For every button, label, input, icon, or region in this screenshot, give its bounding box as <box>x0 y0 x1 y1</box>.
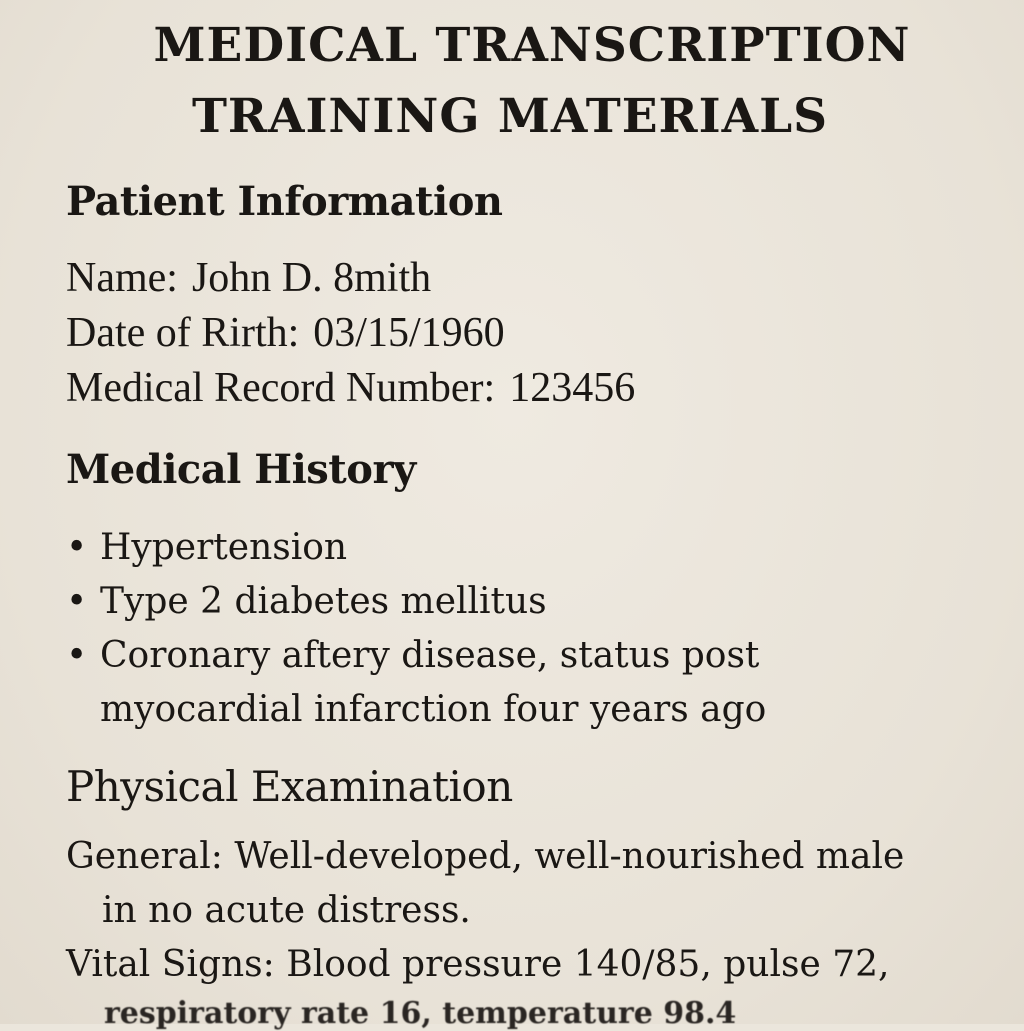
general-exam-line-2: in no acute distress. <box>102 890 471 931</box>
patient-information-heading: Patient Information <box>66 178 503 225</box>
medical-history-heading: Medical History <box>66 446 416 493</box>
vital-signs-text-1: Blood pressure 140/85, pulse 72, <box>286 944 890 985</box>
vital-signs-label: Vital Signs: <box>66 944 275 985</box>
patient-mrn-label: Medical Record Number: <box>66 365 496 411</box>
patient-name-line <box>66 254 431 302</box>
list-item: • Coronary aftery disease, status post myocardial infarction four years ago <box>66 629 860 737</box>
vital-signs-line-1 <box>66 944 889 985</box>
patient-dob-label: Date of Rirth: <box>66 310 300 356</box>
general-exam-label: General: <box>66 836 223 877</box>
patient-name-label: Name: <box>66 255 178 301</box>
patient-dob-line <box>66 309 505 357</box>
bullet-icon: • <box>66 581 88 622</box>
list-item: • Hypertension <box>66 521 860 575</box>
patient-dob-value: 03/15/1960 <box>313 310 505 356</box>
bullet-icon: • <box>66 635 88 676</box>
patient-name-value: John D. 8mith <box>191 255 432 301</box>
list-item: • Type 2 diabetes mellitus <box>66 575 860 629</box>
bullet-icon: • <box>66 527 88 568</box>
medical-history-list <box>66 521 860 737</box>
patient-mrn-line <box>66 364 635 412</box>
physical-examination-heading: Physical Examination <box>66 762 513 811</box>
vital-signs-line-2-cutoff: respiratory rate 16, temperature 98.4 <box>104 996 737 1031</box>
title-line-1: MEDICAL TRANSCRIPTION <box>153 18 911 73</box>
patient-mrn-value: 123456 <box>509 365 636 411</box>
title-line-2: TRAINING MATERIALS <box>191 89 829 144</box>
general-exam-text-1: Well-developed, well-nourished male <box>234 836 905 877</box>
general-exam-line-1 <box>66 836 904 877</box>
document-title <box>0 10 1024 152</box>
